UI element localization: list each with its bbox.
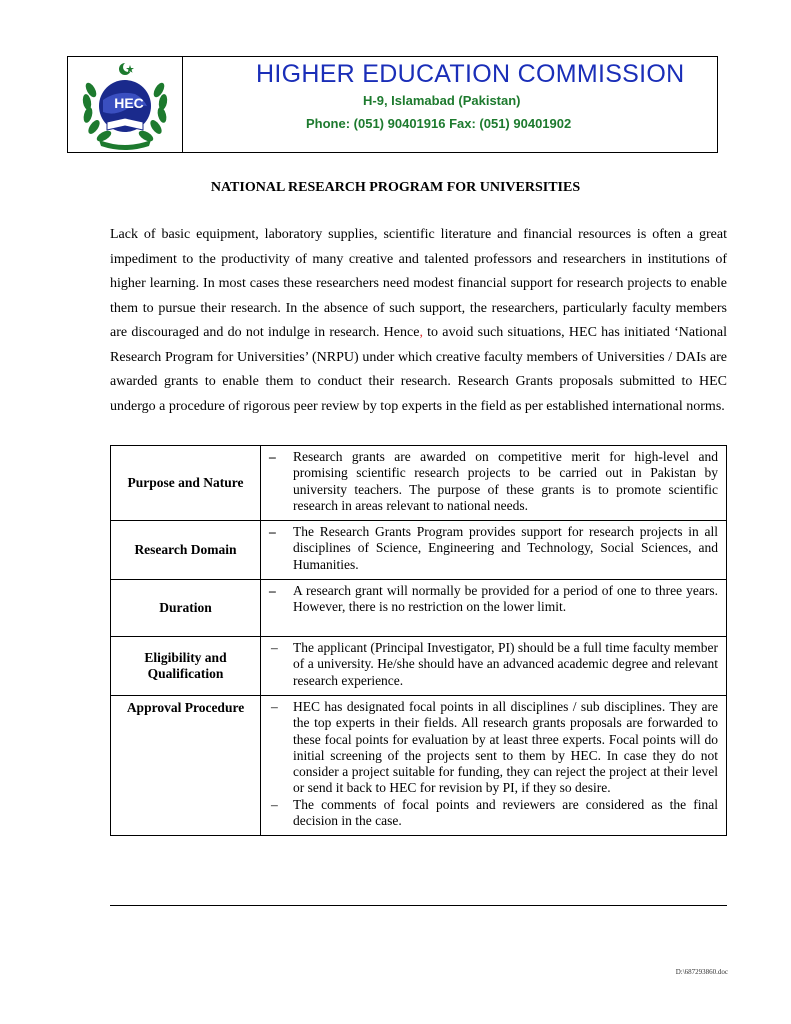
bullet-text: The applicant (Principal Investigator, PI) should be a full time faculty member of a university. He/she should have an advanced academic degree and relevant research experience. [293,640,718,688]
program-details-table [110,445,727,836]
bullet-item [269,699,718,797]
bullet-item [269,797,718,830]
dash-bullet-icon: – [269,449,276,464]
dash-bullet-icon: – [271,698,278,714]
bullet-item [269,640,718,689]
dash-bullet-icon: – [269,583,276,599]
bullet-text: Research grants are awarded on competitive merit for high-level and promising scientific research projects to be carried out in Pakistan by university teachers. The purpose of these grants is to promote scientific research in areas relevant to national needs. [293,449,718,513]
row-label: Research Domain [111,521,261,580]
bullet-item [269,524,718,573]
logo-cell [68,57,183,152]
intro-comma: , [419,325,423,340]
dash-bullet-icon: – [271,640,278,656]
row-label: Approval Procedure [111,695,261,835]
intro-text-part-2: to avoid such situations, HEC has initiated ‘National Research Program for Universities’ (NRPU) under which creative faculty members of Universities / DAIs are awarded grants to enable them to conduct their research. Research Grants proposals submitted to HEC undergo a procedure of rigorous peer review by top experts in the field as per established international norms. [110,325,727,414]
row-content [261,695,727,835]
row-label: Duration [111,580,261,637]
row-label: Purpose and Nature [111,446,261,521]
bullet-text: HEC has designated focal points in all disciplines / sub disciplines. They are the top experts in their fields. All research grants proposals are forwarded to these focal points for evaluation by at least three experts. Focal points will do initial screening of the projects sent to them by HEC. In case they do not consider a project suitable for funding, they can reject the project at their level or send it back to HEC for revision by PI, if they so desire. [293,698,718,796]
bullet-text: A research grant will normally be provided for a period of one to three years. However, there is no restriction on the lower limit. [293,583,718,615]
bullet-item [269,449,718,514]
dash-bullet-icon: – [271,796,278,812]
letterhead [67,56,718,153]
bullet-text: The comments of focal points and reviewers are considered as the final decision in the case. [293,796,718,829]
footer-rule [110,905,727,906]
organization-name: HIGHER EDUCATION COMMISSION [256,60,685,88]
footer-filename: D:\687293860.doc [675,968,728,976]
table-row-approval [111,695,727,835]
organization-address: H-9, Islamabad (Pakistan) [363,93,521,108]
dash-bullet-icon: – [269,524,276,540]
row-content [261,521,727,580]
table-row-eligibility [111,637,727,696]
row-label: Eligibility and Qualification [111,637,261,696]
document-title: NATIONAL RESEARCH PROGRAM FOR UNIVERSITIES [210,180,581,195]
bullet-text: The Research Grants Program provides support for research projects in all disciplines of Science, Engineering and Technology, Social Sciences, and Humanities. [293,524,718,572]
row-content [261,446,727,521]
svg-text:HEC: HEC [114,94,144,111]
organization-contact: Phone: (051) 90401916 Fax: (051) 90401902 [306,116,572,131]
table-row-duration [111,580,727,637]
intro-text-part-1: Lack of basic equipment, laboratory supplies, scientific literature and financial resources is often a great impediment to the productivity of many creative and talented professors and researchers in institutions of higher learning. In most cases these researchers need modest financial support for research projects to enable them to pursue their research. In the absence of such support, the researchers, particularly faculty members are discouraged and do not indulge in research. Hence [110,227,727,340]
org-info [183,57,717,152]
row-content [261,637,727,696]
table-row-purpose [111,446,727,521]
hec-emblem-logo-icon [77,60,173,150]
intro-paragraph [110,223,727,419]
row-content [261,580,727,637]
bullet-item [269,583,718,616]
table-row-domain [111,521,727,580]
